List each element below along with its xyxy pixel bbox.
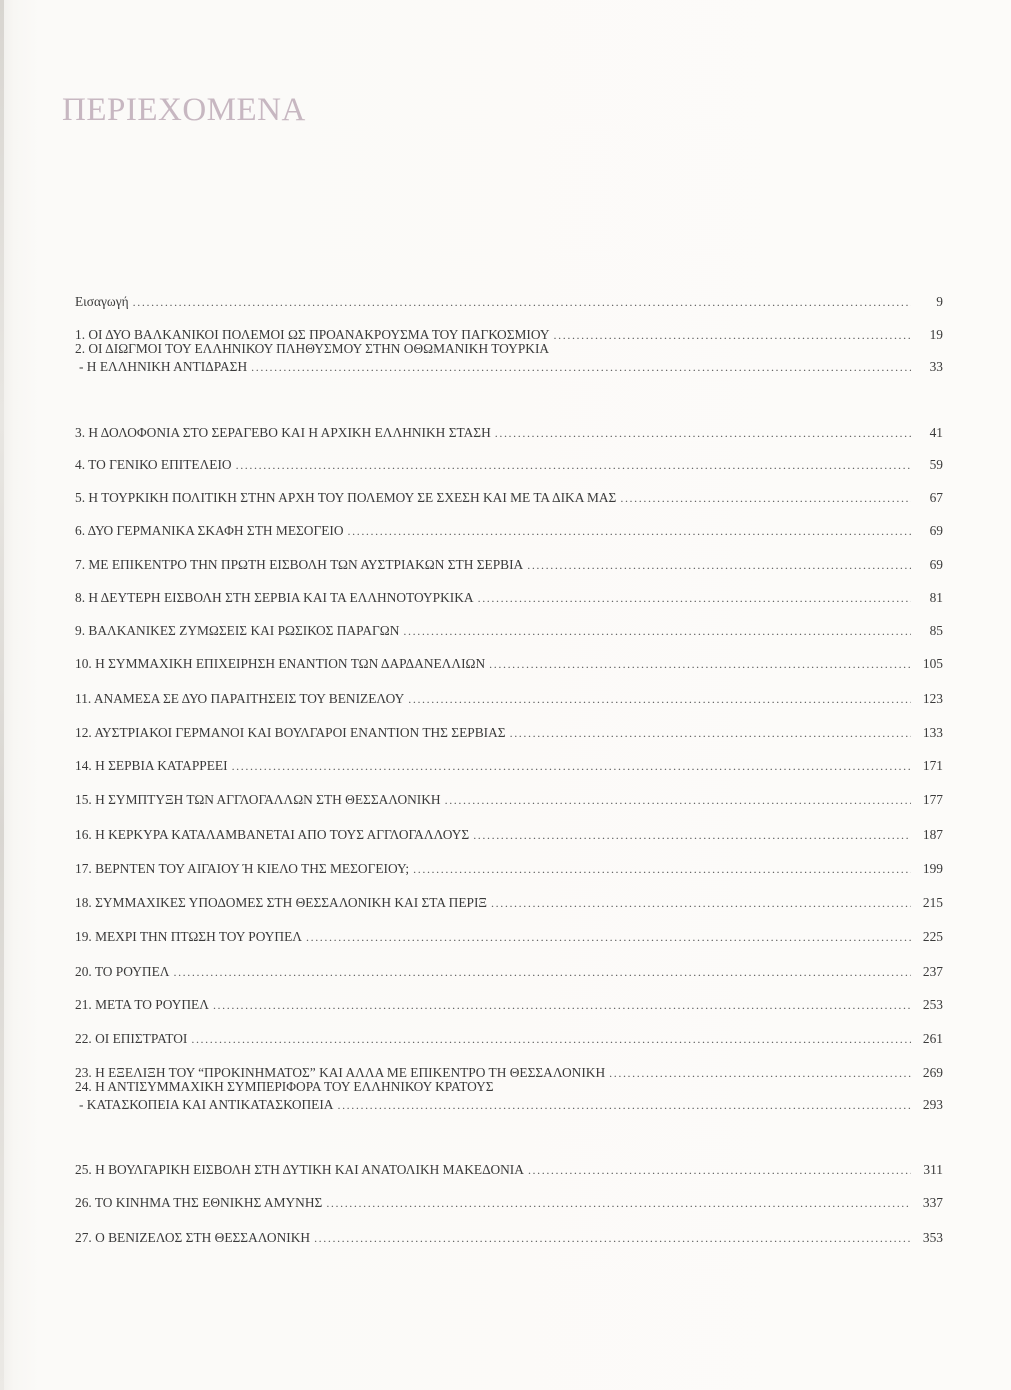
dot-leader: [213, 996, 911, 1014]
toc-entry: [75, 1161, 943, 1179]
dot-leader: [478, 589, 911, 607]
toc-entry: [75, 963, 943, 981]
toc-entry-title: 10. Η ΣΥΜΜΑΧΙΚΗ ΕΠΙΧΕΙΡΗΣΗ ΕΝΑΝΤΙΟΝ ΤΩΝ ΔΑΡΔΑΝΕΛΛΙΩΝ: [75, 656, 486, 671]
toc-page-number: 69: [929, 523, 943, 538]
toc-page-number: 69: [929, 557, 943, 572]
toc-entry: [75, 655, 943, 673]
toc-entry-title: 21. ΜΕΤΑ ΤΟ ΡΟΥΠΕΛ: [75, 997, 209, 1012]
toc-page-number: 261: [922, 1031, 943, 1046]
toc-entry-title: 19. ΜΕΧΡΙ ΤΗΝ ΠΤΩΣΗ ΤΟΥ ΡΟΥΠΕΛ: [75, 929, 302, 944]
toc-entry-title: 25. Η ΒΟΥΛΓΑΡΙΚΗ ΕΙΣΒΟΛΗ ΣΤΗ ΔΥΤΙΚΗ ΚΑΙ ΑΝΑΤΟΛΙΚΗ ΜΑΚΕΔΟΝΙΑ: [75, 1162, 524, 1177]
toc-entry: [75, 928, 943, 946]
toc-page-number: 59: [929, 457, 943, 472]
dot-leader: [348, 522, 911, 540]
dot-leader: [232, 757, 911, 775]
dot-leader: [191, 1030, 911, 1048]
dot-leader: [133, 293, 911, 311]
toc-page-number: 123: [922, 691, 943, 706]
toc-entry-title: 17. ΒΕΡΝΤΕΝ ΤΟΥ ΑΙΓΑΙΟΥ Ή ΚΙΕΛΟ ΤΗΣ ΜΕΣΟΓΕΙΟΥ;: [75, 861, 410, 876]
dot-leader: [413, 860, 911, 878]
toc-entry: [75, 791, 943, 809]
toc-page-number: 293: [922, 1097, 943, 1112]
toc-entry-title-line: 2. ΟΙ ΔΙΩΓΜΟΙ ΤΟΥ ΕΛΛΗΝΙΚΟΥ ΠΛΗΘΥΣΜΟΥ ΣΤΗΝ ΟΘΩΜΑΝΙΚΗ ΤΟΥΡΚΙΑ: [75, 341, 550, 356]
toc-entry: [75, 894, 943, 912]
toc-page-number: 199: [922, 861, 943, 876]
toc-page-number: 253: [922, 997, 943, 1012]
toc-entry: [75, 293, 943, 311]
dot-leader: [251, 358, 911, 376]
toc-page-number: 269: [922, 1065, 943, 1080]
toc-page-number: 19: [929, 327, 943, 342]
toc-entry-title: 20. ΤΟ ΡΟΥΠΕΛ: [75, 964, 170, 979]
dot-leader: [620, 489, 911, 507]
dot-leader: [306, 928, 911, 946]
toc-page-number: 311: [923, 1162, 943, 1177]
toc-entry-title: 22. ΟΙ ΕΠΙΣΤΡΑΤΟΙ: [75, 1031, 188, 1046]
toc-entry-title: 16. Η ΚΕΡΚΥΡΑ ΚΑΤΑΛΑΜΒΑΝΕΤΑΙ ΑΠΟ ΤΟΥΣ ΑΓΓΛΟΓΑΛΛΟΥΣ: [75, 827, 470, 842]
toc-entry: [75, 456, 943, 474]
dot-leader: [489, 655, 911, 673]
toc-entry: [75, 1030, 943, 1048]
toc-entry-title: - ΚΑΤΑΣΚΟΠΕΙΑ ΚΑΙ ΑΝΤΙΚΑΤΑΣΚΟΠΕΙΑ: [79, 1097, 334, 1112]
page-edge: [0, 0, 4, 1390]
dot-leader: [314, 1229, 911, 1247]
toc-entry-title: - Η ΕΛΛΗΝΙΚΗ ΑΝΤΙΔΡΑΣΗ: [79, 359, 248, 374]
toc-entry: [75, 996, 943, 1014]
toc-page-number: 41: [929, 425, 943, 440]
toc-entry: [75, 757, 943, 775]
toc-entry-title: 18. ΣΥΜΜΑΧΙΚΕΣ ΥΠΟΔΟΜΕΣ ΣΤΗ ΘΕΣΣΑΛΟΝΙΚΗ ΚΑΙ ΣΤΑ ΠΕΡΙΞ: [75, 895, 488, 910]
toc-entry-title: Εισαγωγή: [75, 294, 129, 309]
toc-entry: [75, 860, 943, 878]
toc-page-number: 187: [922, 827, 943, 842]
toc-entry-title: 11. ΑΝΑΜΕΣΑ ΣΕ ΔΥΟ ΠΑΡΑΙΤΗΣΕΙΣ ΤΟΥ ΒΕΝΙΖΕΛΟΥ: [75, 691, 405, 706]
dot-leader: [326, 1194, 911, 1212]
toc-page-number: 171: [922, 758, 943, 773]
toc-entry: [75, 522, 943, 540]
toc-page-number: 225: [922, 929, 943, 944]
toc-entry-title: 9. ΒΑΛΚΑΝΙΚΕΣ ΖΥΜΩΣΕΙΣ ΚΑΙ ΡΩΣΙΚΟΣ ΠΑΡΑΓΩΝ: [75, 623, 400, 638]
toc-entry-title: 8. Η ΔΕΥΤΕΡΗ ΕΙΣΒΟΛΗ ΣΤΗ ΣΕΡΒΙΑ ΚΑΙ ΤΑ ΕΛΛΗΝΟΤΟΥΡΚΙΚΑ: [75, 590, 474, 605]
toc-page-number: 237: [922, 964, 943, 979]
toc-page-number: 337: [922, 1195, 943, 1210]
toc-entry-title: 5. Η ΤΟΥΡΚΙΚΗ ΠΟΛΙΤΙΚΗ ΣΤΗΝ ΑΡΧΗ ΤΟΥ ΠΟΛΕΜΟΥ ΣΕ ΣΧΕΣΗ ΚΑΙ ΜΕ ΤΑ ΔΙΚΑ ΜΑΣ: [75, 490, 617, 505]
toc-entry: [75, 724, 943, 742]
toc-entry-title: 14. Η ΣΕΡΒΙΑ ΚΑΤΑΡΡΕΕΙ: [75, 758, 228, 773]
toc-entry-title: 1. ΟΙ ΔΥΟ ΒΑΛΚΑΝΙΚΟΙ ΠΟΛΕΜΟΙ ΩΣ ΠΡΟΑΝΑΚΡΟΥΣΜΑ ΤΟΥ ΠΑΓΚΟΣΜΙΟΥ: [75, 327, 550, 342]
toc-entry: [75, 1078, 943, 1114]
toc-page-number: 33: [929, 359, 943, 374]
toc-page-number: 85: [929, 623, 943, 638]
toc-entry: [75, 622, 943, 640]
toc-entry: [75, 424, 943, 442]
toc-page-number: 177: [922, 792, 943, 807]
dot-leader: [445, 791, 911, 809]
dot-leader: [403, 622, 911, 640]
toc-page-number: 105: [922, 656, 943, 671]
toc-page-number: 81: [929, 590, 943, 605]
toc-entry: [75, 556, 943, 574]
toc-entry-title-line: 24. Η ΑΝΤΙΣΥΜΜΑΧΙΚΗ ΣΥΜΠΕΡΙΦΟΡΑ ΤΟΥ ΕΛΛΗΝΙΚΟΥ ΚΡΑΤΟΥΣ: [75, 1079, 494, 1094]
dot-leader: [491, 894, 911, 912]
toc-entry-title: 3. Η ΔΟΛΟΦΟΝΙΑ ΣΤΟ ΣΕΡΑΓΕΒΟ ΚΑΙ Η ΑΡΧΙΚΗ ΕΛΛΗΝΙΚΗ ΣΤΑΣΗ: [75, 425, 491, 440]
toc-page-number: 67: [929, 490, 943, 505]
toc-entry-title: 6. ΔΥΟ ΓΕΡΜΑΝΙΚΑ ΣΚΑΦΗ ΣΤΗ ΜΕΣΟΓΕΙΟ: [75, 523, 344, 538]
toc-entry: [75, 690, 943, 708]
toc-entry: [75, 1194, 943, 1212]
toc-page-number: 133: [922, 725, 943, 740]
toc-entry: [75, 589, 943, 607]
toc-page-number: 215: [922, 895, 943, 910]
toc-entry: [75, 826, 943, 844]
dot-leader: [408, 690, 911, 708]
dot-leader: [236, 456, 911, 474]
toc-entry: [75, 340, 943, 376]
toc-page-number: 9: [936, 294, 943, 309]
toc-entry-title: 4. ΤΟ ΓΕΝΙΚΟ ΕΠΙΤΕΛΕΙΟ: [75, 457, 232, 472]
toc-page-number: 353: [922, 1230, 943, 1245]
dot-leader: [510, 724, 911, 742]
toc-entry: [75, 1229, 943, 1247]
toc-entry-title: 26. ΤΟ ΚΙΝΗΜΑ ΤΗΣ ΕΘΝΙΚΗΣ ΑΜΥΝΗΣ: [75, 1195, 323, 1210]
page-title: ΠΕΡΙΕΧΟΜΕΝΑ: [62, 92, 306, 128]
dot-leader: [173, 963, 911, 981]
dot-leader: [473, 826, 911, 844]
toc-entry-title: 7. ΜΕ ΕΠΙΚΕΝΤΡΟ ΤΗΝ ΠΡΩΤΗ ΕΙΣΒΟΛΗ ΤΩΝ ΑΥΣΤΡΙΑΚΩΝ ΣΤΗ ΣΕΡΒΙΑ: [75, 557, 524, 572]
dot-leader: [528, 1161, 911, 1179]
dot-leader: [527, 556, 911, 574]
dot-leader: [495, 424, 911, 442]
toc-entry-title: 23. Η ΕΞΕΛΙΞΗ ΤΟΥ “ΠΡΟΚΙΝΗΜΑΤΟΣ” ΚΑΙ ΑΛΛΑ ΜΕ ΕΠΙΚΕΝΤΡΟ ΤΗ ΘΕΣΣΑΛΟΝΙΚΗ: [75, 1065, 606, 1080]
toc-entry: [75, 489, 943, 507]
toc-entry-title: 27. Ο ΒΕΝΙΖΕΛΟΣ ΣΤΗ ΘΕΣΣΑΛΟΝΙΚΗ: [75, 1230, 311, 1245]
dot-leader: [337, 1096, 911, 1114]
toc-entry-title: 15. Η ΣΥΜΠΤΥΞΗ ΤΩΝ ΑΓΓΛΟΓΑΛΛΩΝ ΣΤΗ ΘΕΣΣΑΛΟΝΙΚΗ: [75, 792, 441, 807]
toc-entry-title: 12. ΑΥΣΤΡΙΑΚΟΙ ΓΕΡΜΑΝΟΙ ΚΑΙ ΒΟΥΛΓΑΡΟΙ ΕΝΑΝΤΙΟΝ ΤΗΣ ΣΕΡΒΙΑΣ: [75, 725, 506, 740]
